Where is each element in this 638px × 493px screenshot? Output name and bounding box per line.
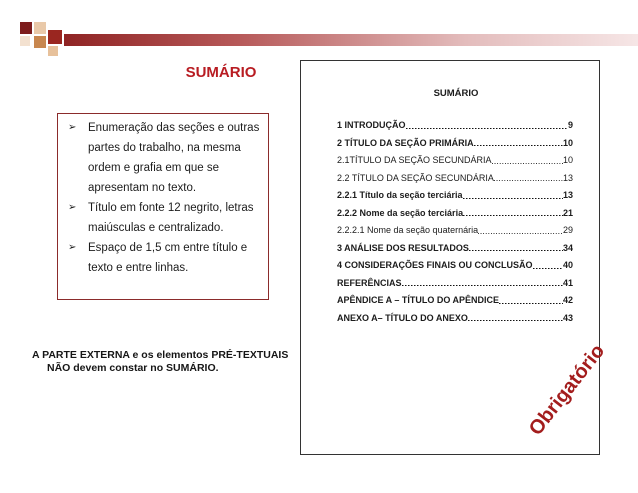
toc-entry-page: 13: [562, 172, 573, 183]
header-band: [64, 34, 638, 46]
logo-square: [48, 30, 62, 44]
bullet-arrow-icon: ➢: [68, 122, 77, 133]
toc-leader-dots: [474, 135, 563, 153]
toc-entry: [337, 310, 573, 328]
toc-entry-page: 42: [562, 295, 573, 305]
toc-leader-dots: [533, 257, 563, 275]
toc-entry-label: 2.1TÍTULO DA SEÇÃO SECUNDÁRIA: [337, 155, 492, 165]
toc-entry-label: APÊNDICE A – TÍTULO DO APÊNDICE: [337, 295, 500, 305]
rule-text: partes do trabalho, na mesma: [88, 142, 241, 154]
toc-entry-label: ANEXO A– TÍTULO DO ANEXO: [337, 312, 468, 323]
toc-leader-dots: [478, 222, 563, 240]
toc-entry: [337, 187, 573, 205]
toc-entry: [337, 205, 573, 223]
toc-entry-label: 2.2.2.1 Nome da seção quaternária: [337, 225, 479, 235]
logo-square: [48, 46, 58, 56]
rule-line: [58, 258, 268, 278]
toc-entry-page: 43: [562, 312, 573, 323]
logo-square: [20, 36, 30, 46]
toc-entry: [337, 292, 573, 310]
logo-square: [34, 36, 46, 48]
rule-line: [58, 198, 268, 218]
toc-entry-label: 2 TÍTULO DA SEÇÃO PRIMÁRIA: [337, 137, 474, 148]
toc-entry: [337, 135, 573, 153]
rule-text: Título em fonte 12 negrito, letras: [88, 202, 254, 214]
rule-text: texto e entre linhas.: [88, 262, 189, 274]
toc-entry-page: 41: [562, 277, 573, 288]
rule-line: [58, 238, 268, 258]
rule-line: [58, 178, 268, 198]
exclusion-note-line: A PARTE EXTERNA e os elementos PRÉ-TEXTUAIS: [32, 349, 289, 361]
toc-entry-label: 2.2.1 Título da seção terciária: [337, 190, 463, 200]
rule-text: Espaço de 1,5 cm entre título e: [88, 242, 248, 254]
toc-leader-dots: [463, 205, 563, 223]
toc-leader-dots: [499, 292, 563, 310]
exclusion-note-line: NÃO devem constar no SUMÁRIO.: [47, 362, 219, 374]
toc-entry: [337, 275, 573, 293]
toc-entry-label: 2.2 TÍTULO DA SEÇÃO SECUNDÁRIA: [337, 172, 494, 183]
toc-entry-label: 1 INTRODUÇÃO: [337, 120, 406, 130]
rule-line: [58, 118, 268, 138]
toc-entry-page: 10: [562, 155, 573, 165]
toc-entry: [337, 152, 573, 170]
rules-box: [57, 113, 269, 300]
slide-title: SUMÁRIO: [185, 64, 257, 81]
toc-entry-label: 4 CONSIDERAÇÕES FINAIS OU CONCLUSÃO: [337, 260, 533, 270]
toc-entry-label: REFERÊNCIAS: [337, 277, 402, 288]
mandatory-stamp: Obrigatório: [524, 340, 610, 440]
toc-leader-dots: [402, 275, 563, 293]
rule-text: ordem e grafia em que se: [88, 162, 220, 174]
exclusion-note: [32, 349, 288, 375]
toc-entry-page: 34: [562, 242, 573, 253]
toc-entry-page: 10: [562, 137, 573, 148]
logo-square: [20, 22, 32, 34]
logo-square: [34, 22, 46, 34]
toc-leader-dots: [469, 240, 563, 258]
bullet-arrow-icon: ➢: [68, 202, 77, 213]
rule-text: apresentam no texto.: [88, 182, 197, 194]
toc-entry: [337, 240, 573, 258]
toc-entry-page: 13: [562, 190, 573, 200]
rule-line: [58, 138, 268, 158]
toc-entry-label: 3 ANÁLISE DOS RESULTADOS: [337, 242, 469, 253]
bullet-arrow-icon: ➢: [68, 242, 77, 253]
toc-entry-page: 9: [567, 120, 573, 130]
toc-entry-page: 21: [562, 207, 573, 218]
toc-entry-page: 40: [562, 260, 573, 270]
toc-leader-dots: [468, 310, 563, 328]
toc-entry-page: 29: [562, 225, 573, 235]
toc-entry: [337, 257, 573, 275]
toc-list: [337, 117, 573, 327]
toc-entry: [337, 117, 573, 135]
toc-entry: [337, 222, 573, 240]
toc-leader-dots: [492, 152, 563, 170]
toc-leader-dots: [494, 170, 563, 188]
toc-heading: SUMÁRIO: [433, 88, 479, 99]
toc-leader-dots: [463, 187, 563, 205]
toc-leader-dots: [406, 117, 568, 135]
rule-line: [58, 218, 268, 238]
rule-line: [58, 158, 268, 178]
toc-entry: [337, 170, 573, 188]
rule-text: Enumeração das seções e outras: [88, 122, 260, 134]
rule-text: maiúsculas e centralizado.: [88, 222, 224, 234]
toc-entry-label: 2.2.2 Nome da seção terciária: [337, 207, 464, 218]
